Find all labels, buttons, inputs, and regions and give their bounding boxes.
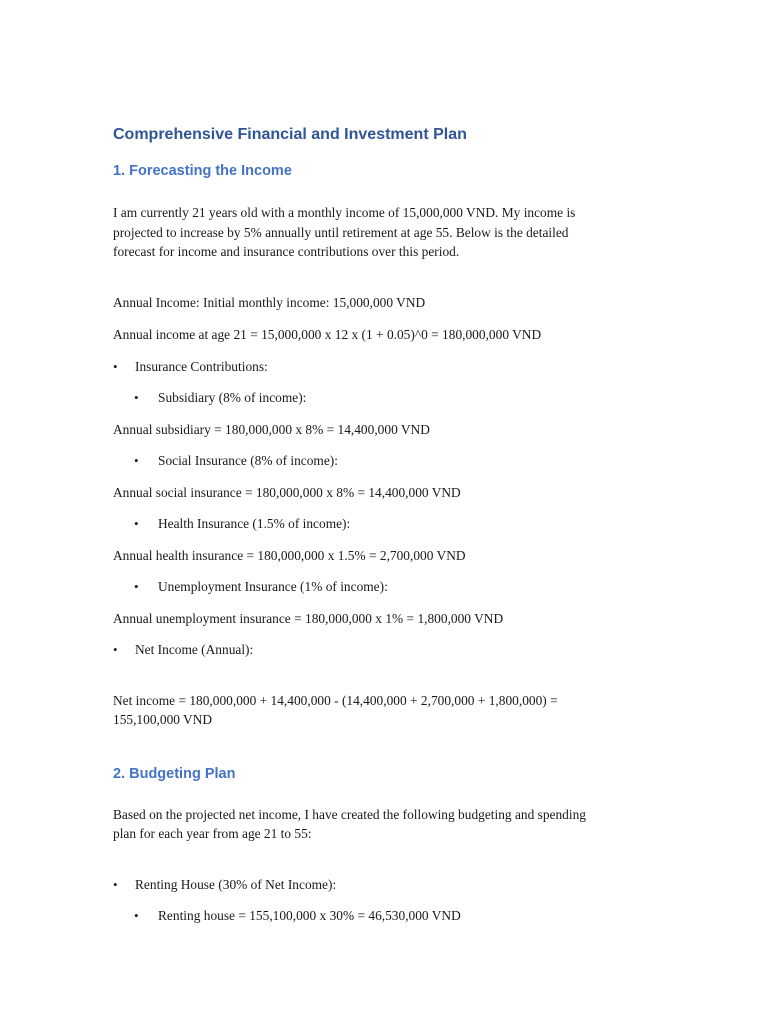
bullet-dot: • [134, 390, 139, 405]
net-income-line: Net income = 180,000,000 + 14,400,000 - (14,400,000 + 2,700,000 + 1,800,000) = [113, 692, 558, 708]
section-heading-forecasting: 1. Forecasting the Income [113, 163, 292, 179]
bullet-subsidiary [113, 388, 643, 408]
bullet-text: Unemployment Insurance (1% of income): [158, 579, 388, 594]
budget-intro-line: Based on the projected net income, I have created the following budgeting and spending [113, 806, 586, 822]
subsidiary-calculation: Annual subsidiary = 180,000,000 x 8% = 14,400,000 VND [113, 421, 430, 437]
bullet-dot: • [113, 358, 118, 374]
bullet-dot: • [134, 516, 139, 531]
bullet-dot: • [113, 642, 118, 657]
bullet-dot: • [134, 453, 139, 468]
intro-paragraph [113, 203, 643, 262]
budget-intro-line: plan for each year from age 21 to 55: [113, 826, 312, 841]
health-insurance-calculation: Annual health insurance = 180,000,000 x 1.5% = 2,700,000 VND [113, 547, 466, 563]
document-page [113, 124, 643, 926]
bullet-net-income [113, 640, 643, 660]
budget-intro-paragraph [113, 805, 643, 844]
intro-line: I am currently 21 years old with a monthly income of 15,000,000 VND. My income is [113, 205, 576, 220]
net-income-line: 155,100,000 VND [113, 712, 213, 727]
bullet-dot: • [134, 908, 139, 923]
bullet-health-insurance [113, 514, 643, 534]
net-income-calculation [113, 691, 643, 730]
social-insurance-calculation: Annual social insurance = 180,000,000 x 8% = 14,400,000 VND [113, 484, 461, 500]
document-title: Comprehensive Financial and Investment Plan [113, 126, 467, 143]
unemployment-insurance-calculation: Annual unemployment insurance = 180,000,000 x 1% = 1,800,000 VND [113, 610, 504, 626]
intro-line: forecast for income and insurance contributions over this period. [113, 244, 460, 259]
bullet-unemployment-insurance [113, 577, 643, 597]
bullet-text: Social Insurance (8% of income): [158, 453, 338, 468]
bullet-social-insurance [113, 451, 643, 471]
bullet-dot: • [134, 579, 139, 594]
bullet-renting-calculation [113, 906, 643, 926]
intro-line: projected to increase by 5% annually until retirement at age 55. Below is the detailed [113, 224, 569, 240]
bullet-insurance-contributions [113, 357, 643, 377]
section-heading-budgeting: 2. Budgeting Plan [113, 765, 236, 782]
bullet-text: Renting House (30% of Net Income): [135, 876, 337, 892]
bullet-text: Renting house = 155,100,000 x 30% = 46,530,000 VND [158, 908, 461, 923]
bullet-renting-house [113, 875, 643, 895]
bullet-dot: • [113, 876, 118, 892]
annual-income-age21: Annual income at age 21 = 15,000,000 x 12 x (1 + 0.05)^0 = 180,000,000 VND [113, 327, 542, 342]
bullet-text: Subsidiary (8% of income): [158, 390, 307, 405]
bullet-text: Net Income (Annual): [135, 642, 254, 657]
annual-income-initial: Annual Income: Initial monthly income: 15,000,000 VND [113, 294, 426, 310]
bullet-text: Insurance Contributions: [135, 358, 268, 374]
bullet-text: Health Insurance (1.5% of income): [158, 516, 351, 531]
